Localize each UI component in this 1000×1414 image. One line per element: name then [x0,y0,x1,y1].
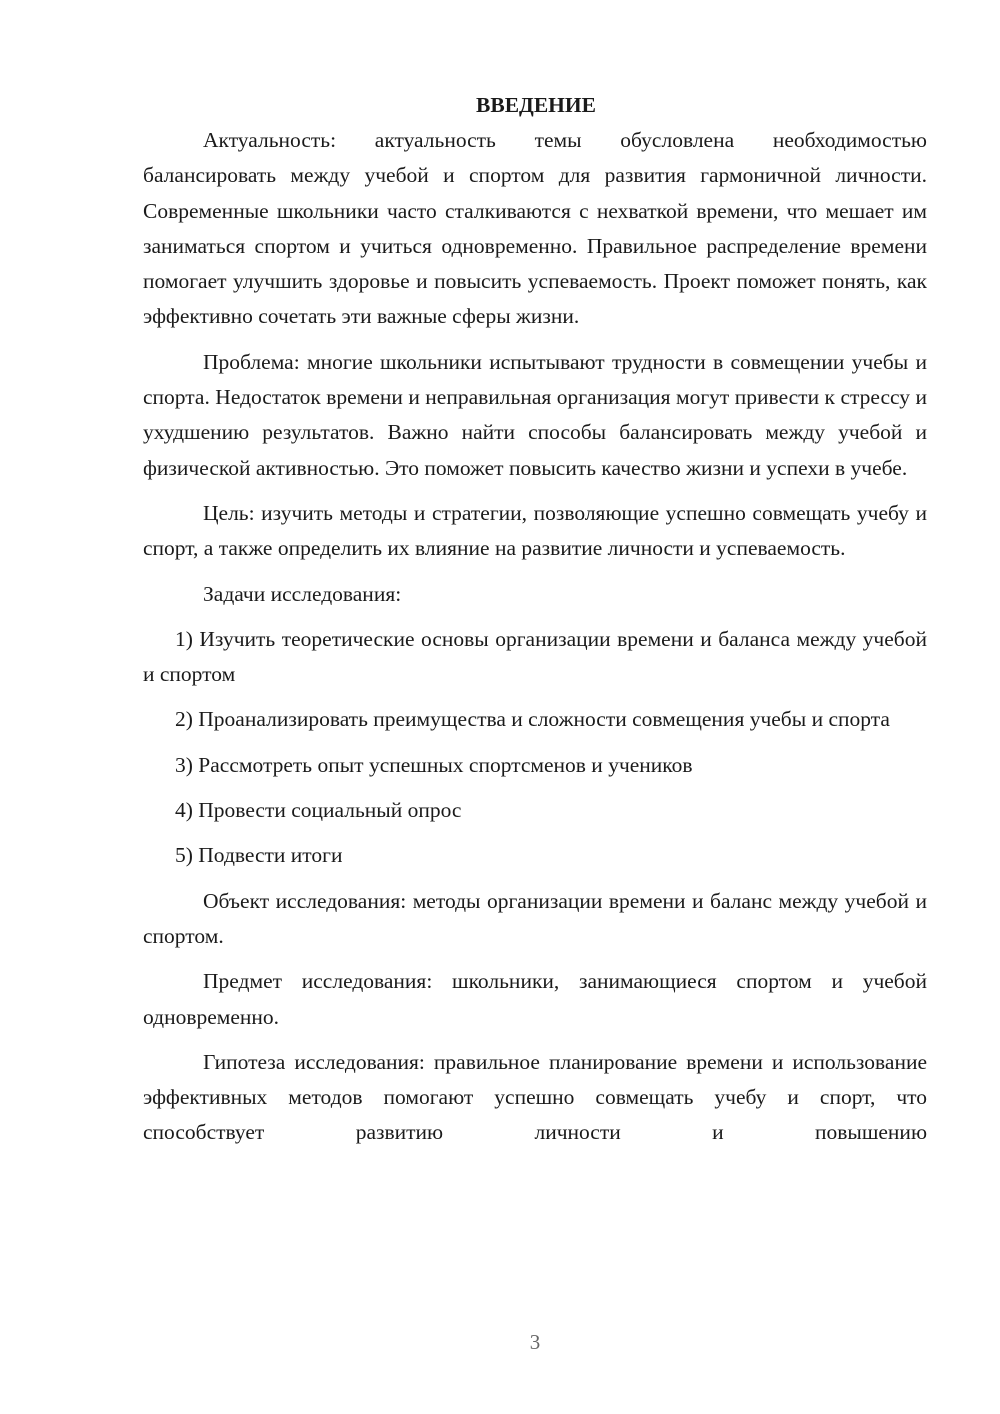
paragraph-relevance: Актуальность: актуальность темы обусловлена необходимостью балансировать между учебой и спортом для развития гармоничной личности. Современные школьники часто сталкиваются с нехваткой времени, что мешает им заниматься спортом и учиться одновременно. Правильное распределение времени помогает улучшить здоровье и повысить успеваемость. Проект поможет понять, как эффективно сочетать эти важные сферы жизни. [143,128,927,329]
task-item-1: 1) Изучить теоретические основы организации времени и баланса между учебой и спортом [143,626,927,687]
paragraph-hypothesis: Гипотеза исследования: правильное планирование времени и использование эффективных методов помогают успешно совмещать учебу и спорт, что способствует развитию личности и повышению [143,1049,927,1145]
page-number: 3 [529,1330,541,1354]
task-item-4: 4) Провести социальный опрос [175,798,462,823]
paragraph-tasks-heading: Задачи исследования: [203,581,402,606]
task-item-3: 3) Рассмотреть опыт успешных спортсменов и учеников [175,752,693,777]
paragraph-goal: Цель: изучить методы и стратегии, позволяющие успешно совмещать учебу и спорт, а также определить их влияние на развитие личности и успеваемость. [143,500,927,561]
task-item-5: 5) Подвести итоги [175,843,343,868]
paragraph-object: Объект исследования: методы организации времени и баланс между учебой и спортом. [143,888,927,948]
document-page [143,88,927,1161]
section-title: ВВЕДЕНИЕ [476,93,596,117]
paragraph-subject: Предмет исследования: школьники, занимающиеся спортом и учебой одновременно. [143,969,927,1029]
task-item-2: 2) Проанализировать преимущества и сложности совмещения учебы и спорта [175,707,890,732]
paragraph-problem: Проблема: многие школьники испытывают трудности в совмещении учебы и спорта. Недостаток времени и неправильная организация могут привести к стрессу и ухудшению результатов. Важно найти способы балансировать между учебой и физической активностью. Это поможет повысить качество жизни и успехи в учебе. [143,349,927,480]
